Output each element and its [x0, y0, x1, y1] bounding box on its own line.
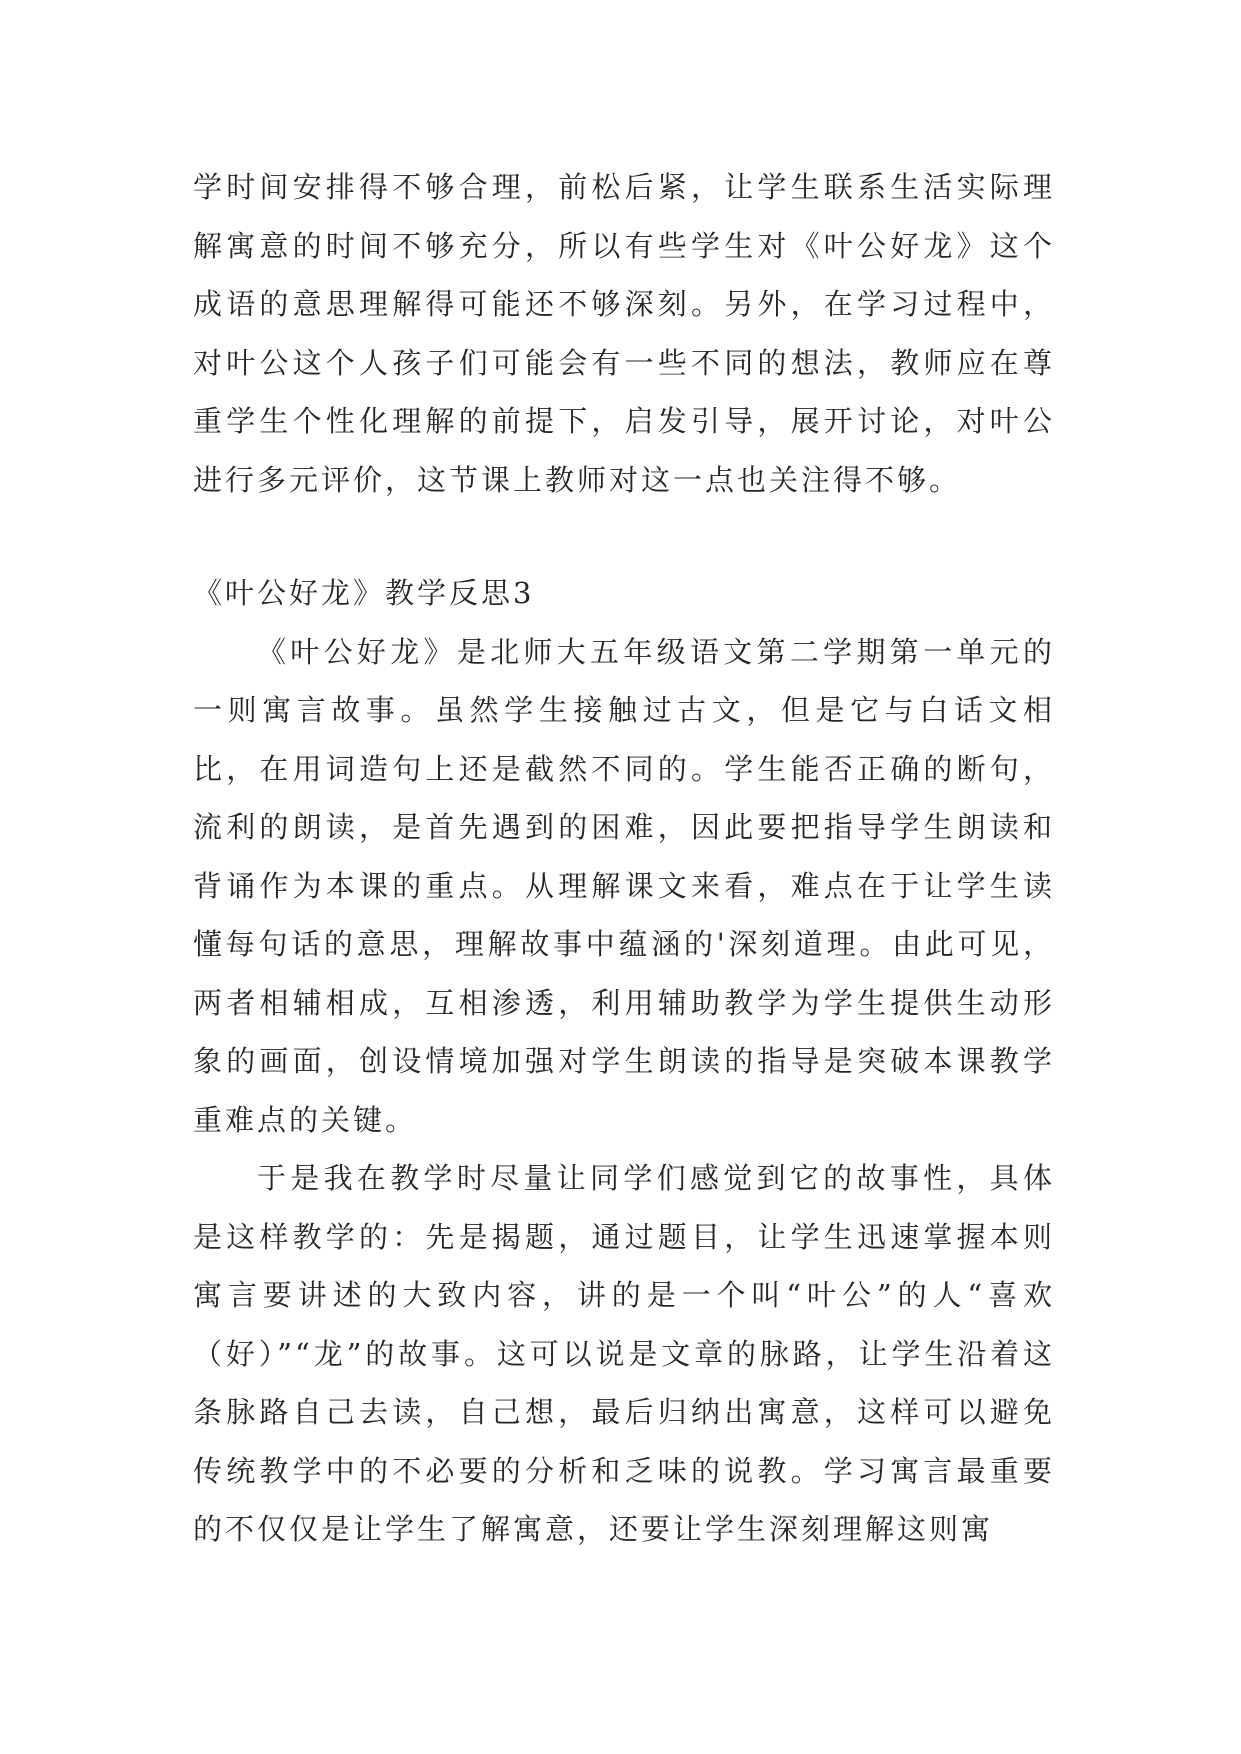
section-title: 《叶公好龙》教学反思3 — [193, 576, 535, 610]
paragraph-body-2: 于是我在教学时尽量让同学们感觉到它的故事性，具体是这样教学的：先是揭题，通过题目，让学生迅速掌握本则寓言要讲述的大致内容，讲的是一个叫“叶公”的人“喜欢（好）”“龙”的故事。这可以说是文章的脉路，让学生沿着这条脉路自己去读，自己想，最后归纳出寓意，这样可以避免传统教学中的不必要的分析和乏味的说教。学习寓言最重要的不仅仅是让学生了解寓意，还要让学生深刻理解这则寓 — [193, 1161, 1055, 1546]
section-gap — [193, 509, 1055, 564]
paragraph-body-1: 《叶公好龙》是北师大五年级语文第二学期第一单元的一则寓言故事。虽然学生接触过古文，但是它与白话文相比，在用词造句上还是截然不同的。学生能否正确的断句，流利的朗读，是首先遇到的困难，因此要把指导学生朗读和背诵作为本课的重点。从理解课文来看，难点在于让学生读懂每句话的意思，理解故事中蕴涵的'深刻道理。由此可见，两者相辅相成，互相渗透，利用辅助教学为学生提供生动形象的画面，创设情境加强对学生朗读的指导是突破本课教学重难点的关键。 — [193, 634, 1055, 1137]
paragraph-continuation: 学时间安排得不够合理，前松后紧，让学生联系生活实际理解寓意的时间不够充分，所以有些学生对《叶公好龙》这个成语的意思理解得可能还不够深刻。另外，在学习过程中，对叶公这个人孩子们可能会有一些不同的想法，教师应在尊重学生个性化理解的前提下，启发引导，展开讨论，对叶公进行多元评价，这节课上教师对这一点也关注得不够。 — [193, 170, 1055, 497]
document-body — [193, 158, 1055, 1559]
